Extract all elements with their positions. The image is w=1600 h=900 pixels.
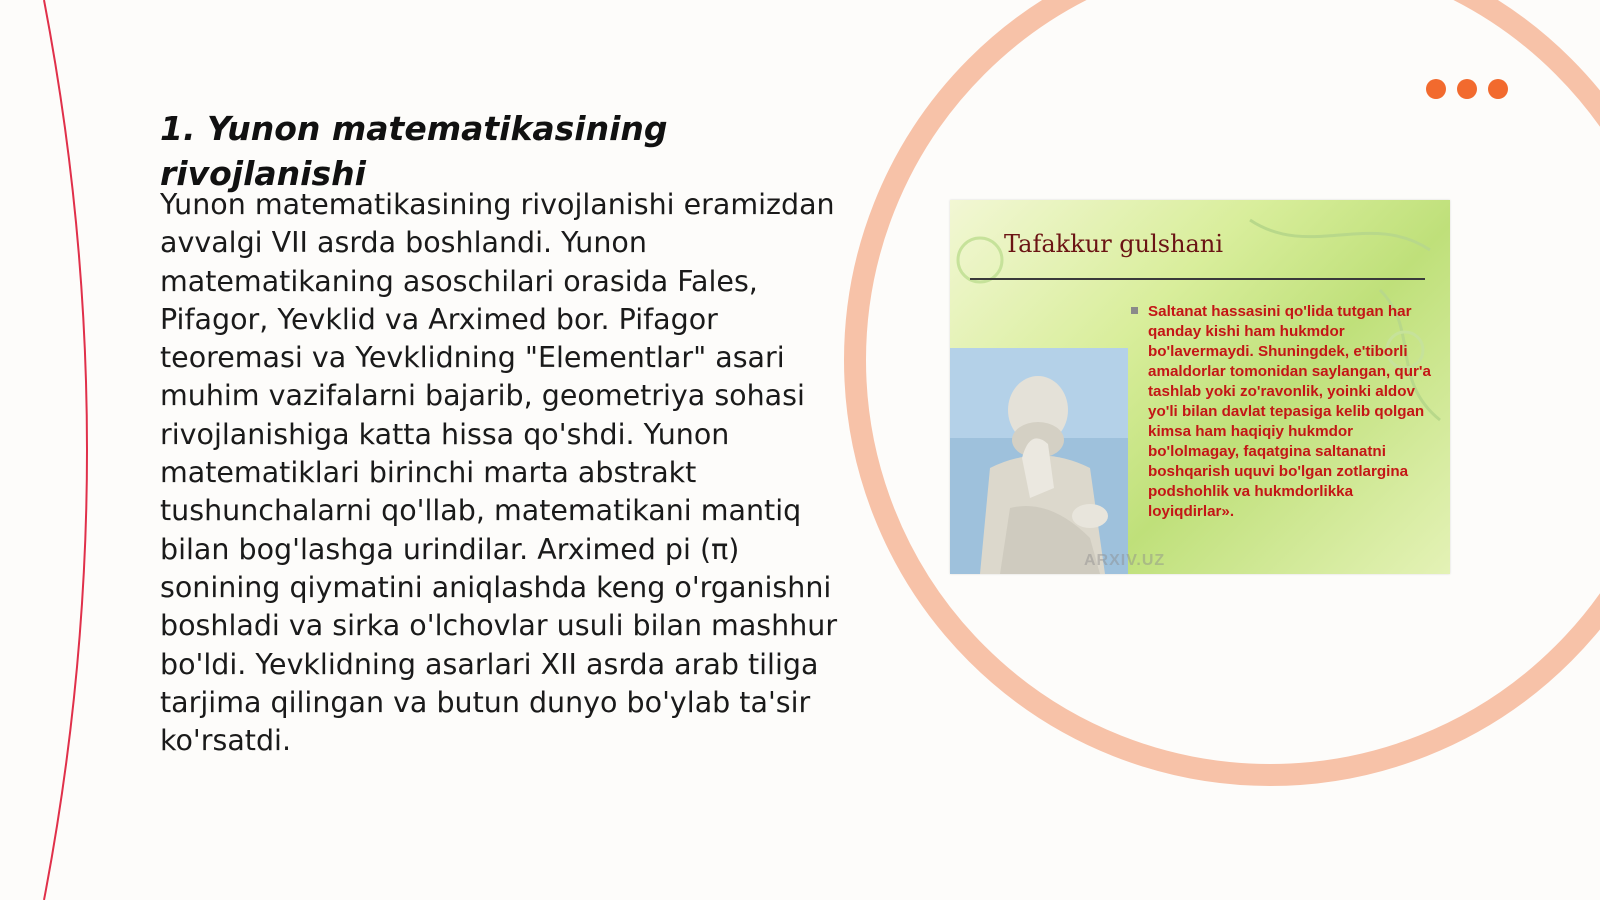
bullet-icon [1131, 307, 1138, 314]
dot-icon [1457, 79, 1477, 99]
left-curve-line [44, 0, 87, 900]
image-quote: Saltanat hassasini qo'lida tutgan har qanday kishi ham hukmdor bo'lavermaydi. Shuningdek, e'tiborli amaldorlar tomonidan saylangan, qur'a tashlab yoki zo'ravonlik, yoinki aldov yo'li bilan davlat tepasiga kelib qolgan kimsa ham haqiqiy hukmdor bo'lolmagay, faqatgina saltanatni boshqarish uquvi bo'lgan zotlargina podshohlik va hukmdorlikka loyiqdirlar». [1148, 303, 1431, 520]
image-title: Tafakkur gulshani [1004, 230, 1223, 258]
menu-dots [1426, 79, 1508, 99]
dot-icon [1488, 79, 1508, 99]
slide-body-text: Yunon matematikasining rivojlanishi eramizdan avvalgi VII asrda boshlandi. Yunon matematikaning asoschilari orasida Fales, Pifagor, Yevklid va Arximed bor. Pifagor teoremasi va Yevklidning "Elementlar" asari muhim vazifalarni bajarib, geometriya sohasi rivojlanishiga katta hissa qo'shdi. Yunon matematiklari birinchi marta abstrakt tushunchalarni qo'llab, matematikani mantiq bilan bog'lashga urindilar. Arximed pi (π) sonining qiymatini aniqlashda keng o'rganishni boshladi va sirka o'lchovlar usuli bilan mashhur bo'ldi. Yevklidning asarlari XII asrda arab tiligа tarjima qilingan va butun dunyo bo'ylab ta'sir ko'rsatdi. [160, 188, 838, 758]
image-watermark: ARXIV.UZ [1084, 552, 1166, 569]
dot-icon [1426, 79, 1446, 99]
philosopher-statue-icon [950, 348, 1128, 574]
slide-title: 1. Yunon matematikasining rivojlanishi [160, 109, 668, 193]
embedded-slide-image [950, 200, 1450, 574]
image-title-rule [970, 278, 1425, 280]
